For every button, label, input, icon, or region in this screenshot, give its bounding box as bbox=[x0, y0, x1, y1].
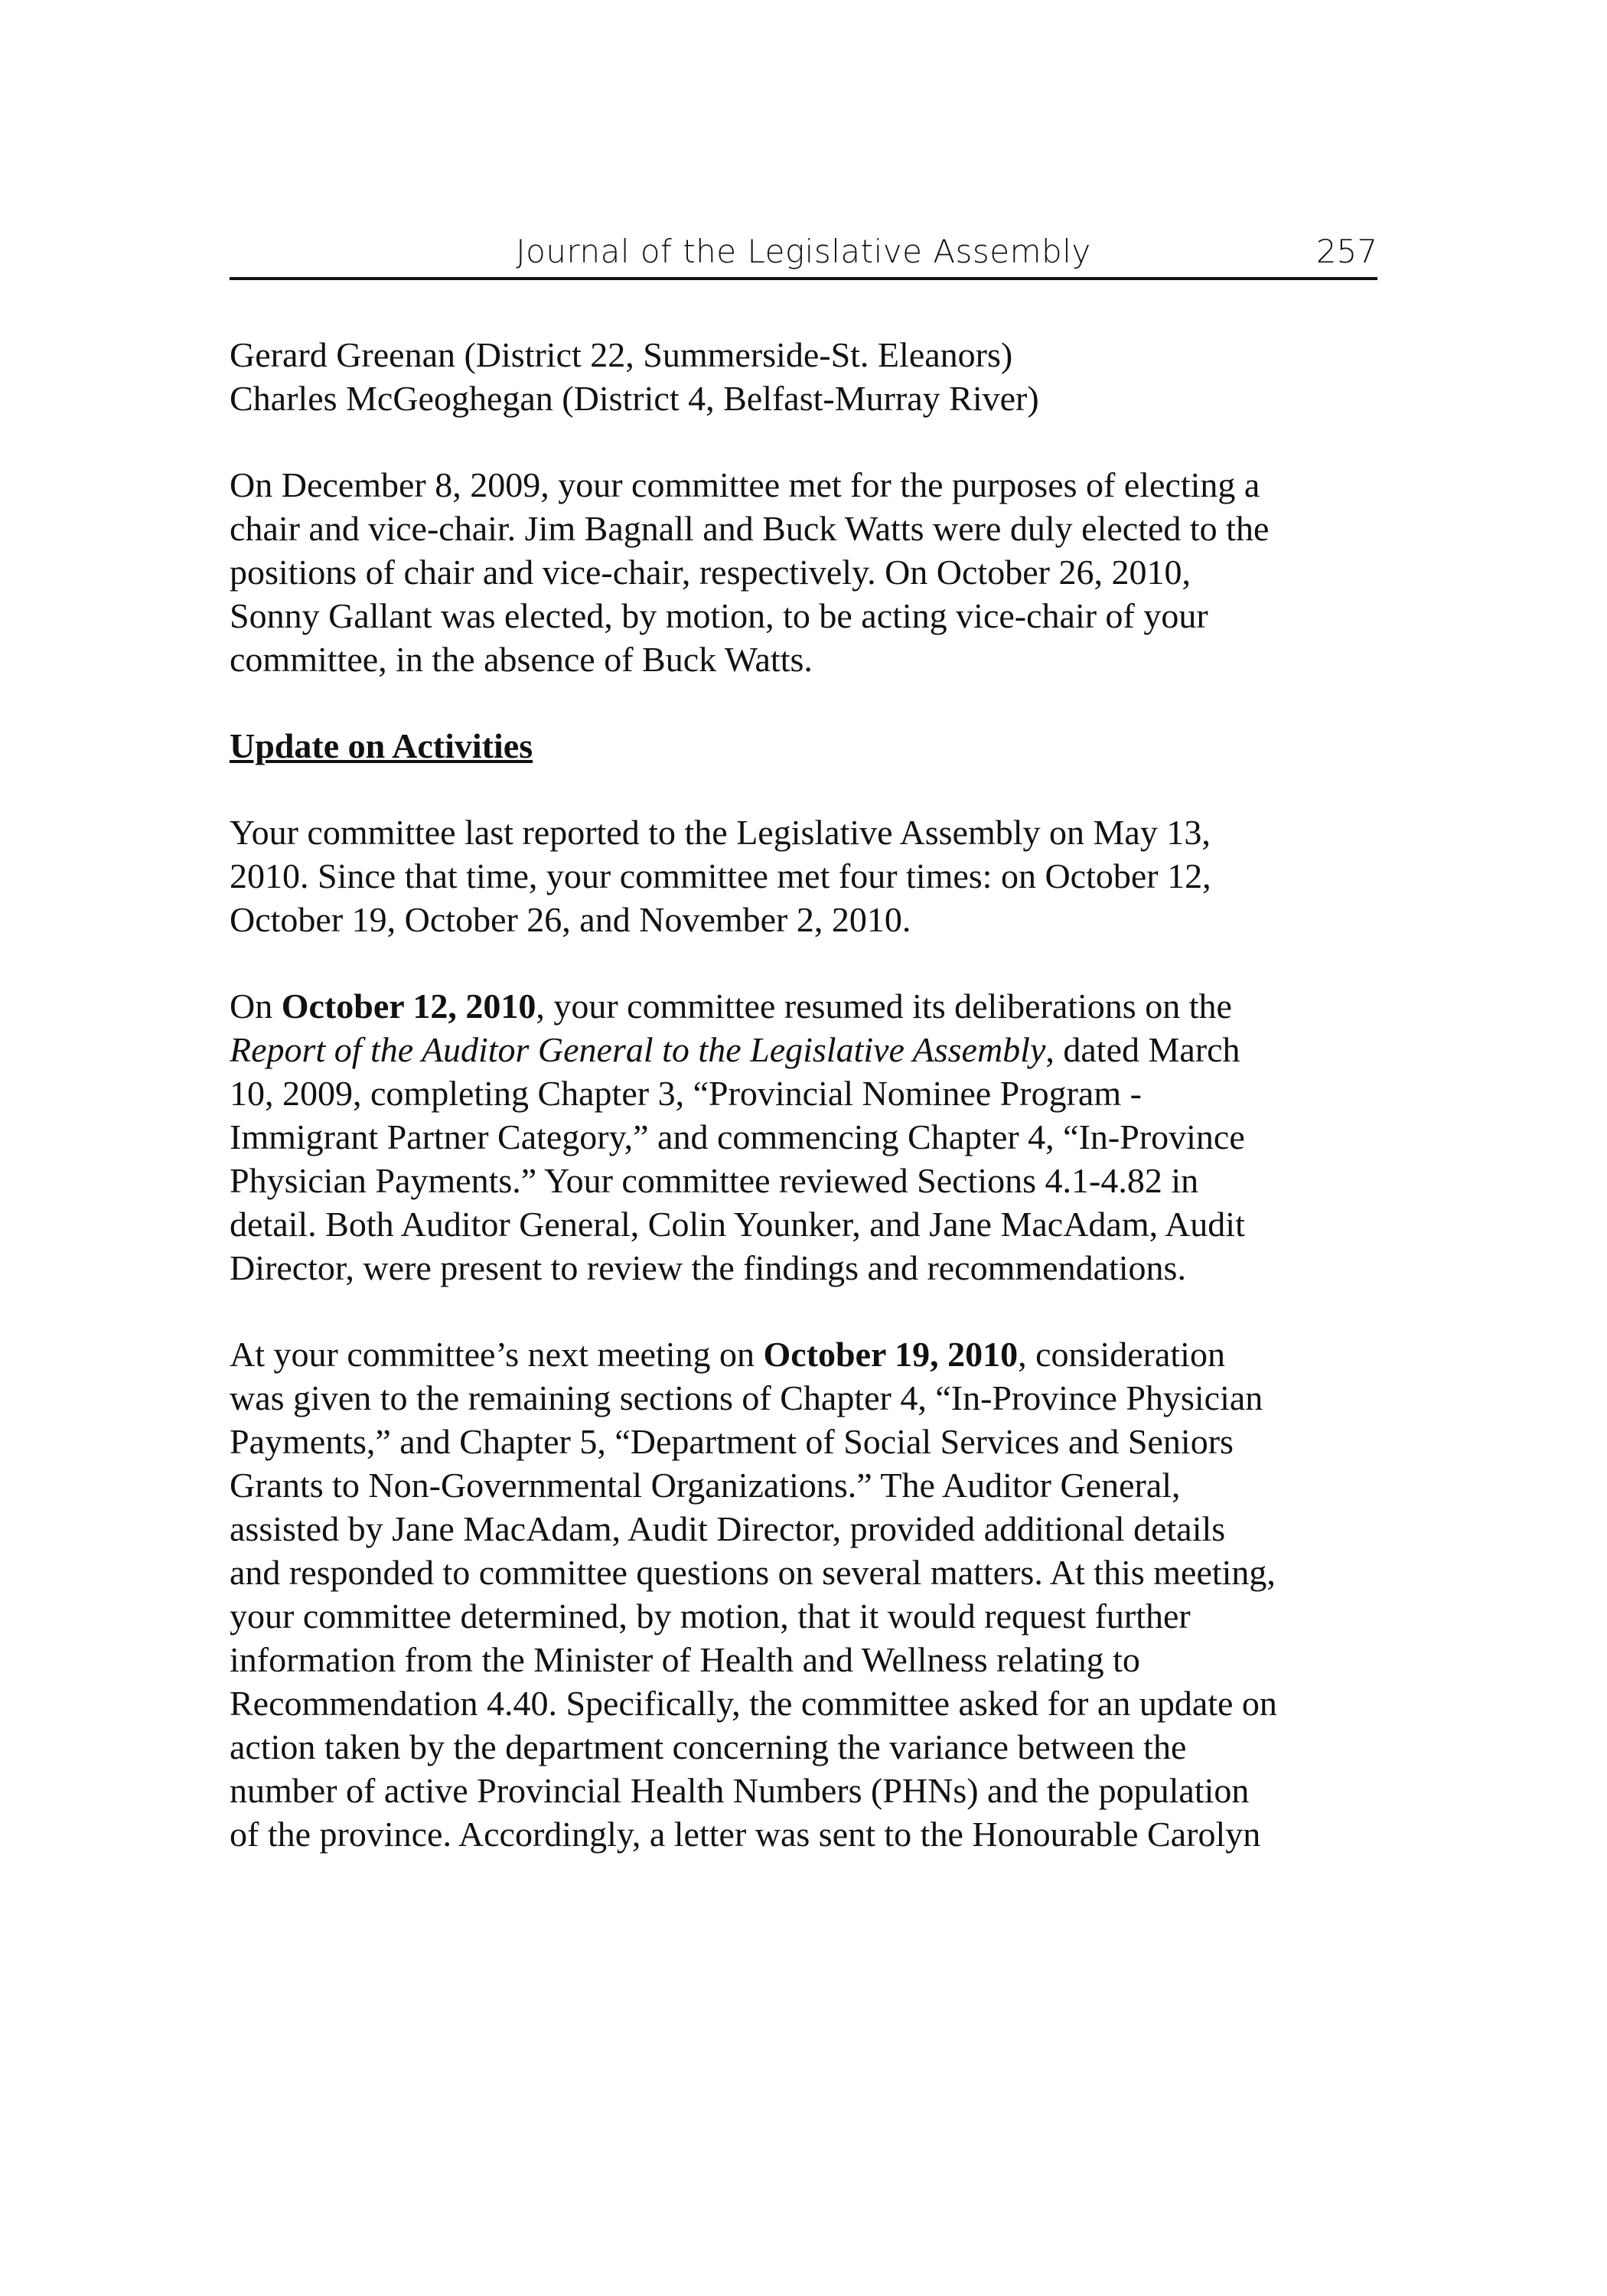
activities-paragraph bbox=[230, 810, 1408, 941]
section-heading: Update on Activities bbox=[230, 726, 533, 765]
running-title: Journal of the Legislative Assembly bbox=[516, 233, 1091, 270]
section-heading-block bbox=[230, 724, 1408, 768]
meeting-date: October 12, 2010 bbox=[281, 987, 536, 1026]
body-text bbox=[230, 333, 1408, 1899]
october-19-paragraph bbox=[230, 1332, 1408, 1856]
text-line: Recommendation 4.40. Specifically, the committee asked for an update on bbox=[230, 1684, 1277, 1723]
text-line: Grants to Non-Governmental Organizations.” The Auditor General, bbox=[230, 1466, 1181, 1505]
text-run: , dated March bbox=[1045, 1030, 1240, 1069]
text-run: On bbox=[230, 987, 282, 1026]
text-run: , your committee resumed its deliberations on the bbox=[536, 987, 1232, 1026]
member-line: Gerard Greenan (District 22, Summerside-St. Eleanors) bbox=[230, 335, 1013, 374]
october-12-paragraph bbox=[230, 984, 1408, 1290]
text-line: On December 8, 2009, your committee met for the purposes of electing a bbox=[230, 465, 1260, 504]
report-title: Report of the Auditor General to the Legislative Assembly bbox=[230, 1030, 1046, 1069]
text-line bbox=[230, 984, 1408, 1028]
text-line: 2010. Since that time, your committee met four times: on October 12, bbox=[230, 856, 1211, 895]
text-line: was given to the remaining sections of Chapter 4, “In-Province Physician bbox=[230, 1378, 1263, 1417]
text-line: detail. Both Auditor General, Colin Younker, and Jane MacAdam, Audit bbox=[230, 1205, 1245, 1244]
member-line: Charles McGeoghegan (District 4, Belfast-Murray River) bbox=[230, 379, 1039, 418]
text-line: 10, 2009, completing Chapter 3, “Provincial Nominee Program - bbox=[230, 1074, 1142, 1113]
text-line: Physician Payments.” Your committee reviewed Sections 4.1-4.82 in bbox=[230, 1161, 1199, 1200]
text-line: Director, were present to review the findings and recommendations. bbox=[230, 1248, 1186, 1287]
text-line: information from the Minister of Health and Wellness relating to bbox=[230, 1640, 1140, 1679]
text-line: Payments,” and Chapter 5, “Department of Social Services and Seniors bbox=[230, 1422, 1234, 1461]
members-list bbox=[230, 333, 1408, 420]
text-line: Immigrant Partner Category,” and commencing Chapter 4, “In-Province bbox=[230, 1117, 1245, 1156]
page-number: 257 bbox=[1315, 233, 1377, 270]
text-line: Your committee last reported to the Legislative Assembly on May 13, bbox=[230, 813, 1211, 852]
page-header bbox=[230, 227, 1377, 280]
text-line: Sonny Gallant was elected, by motion, to be acting vice-chair of your bbox=[230, 596, 1208, 635]
text-line: your committee determined, by motion, that it would request further bbox=[230, 1596, 1191, 1636]
text-line bbox=[230, 1332, 1408, 1376]
election-paragraph bbox=[230, 463, 1408, 681]
meeting-date: October 19, 2010 bbox=[763, 1335, 1019, 1374]
text-run: At your committee’s next meeting on bbox=[230, 1335, 764, 1374]
text-line bbox=[230, 1028, 1408, 1071]
text-run: , consideration bbox=[1018, 1335, 1225, 1374]
text-line: positions of chair and vice-chair, respectively. On October 26, 2010, bbox=[230, 553, 1191, 592]
text-line: committee, in the absence of Buck Watts. bbox=[230, 640, 813, 679]
text-line: assisted by Jane MacAdam, Audit Director, provided additional details bbox=[230, 1509, 1226, 1548]
text-line: October 19, October 26, and November 2, 2010. bbox=[230, 900, 911, 939]
text-line: chair and vice-chair. Jim Bagnall and Buck Watts were duly elected to the bbox=[230, 509, 1270, 548]
text-line: and responded to committee questions on several matters. At this meeting, bbox=[230, 1553, 1276, 1592]
text-line: of the province. Accordingly, a letter was sent to the Honourable Carolyn bbox=[230, 1815, 1261, 1854]
text-line: action taken by the department concerning the variance between the bbox=[230, 1727, 1187, 1766]
text-line: number of active Provincial Health Numbers (PHNs) and the population bbox=[230, 1771, 1250, 1810]
